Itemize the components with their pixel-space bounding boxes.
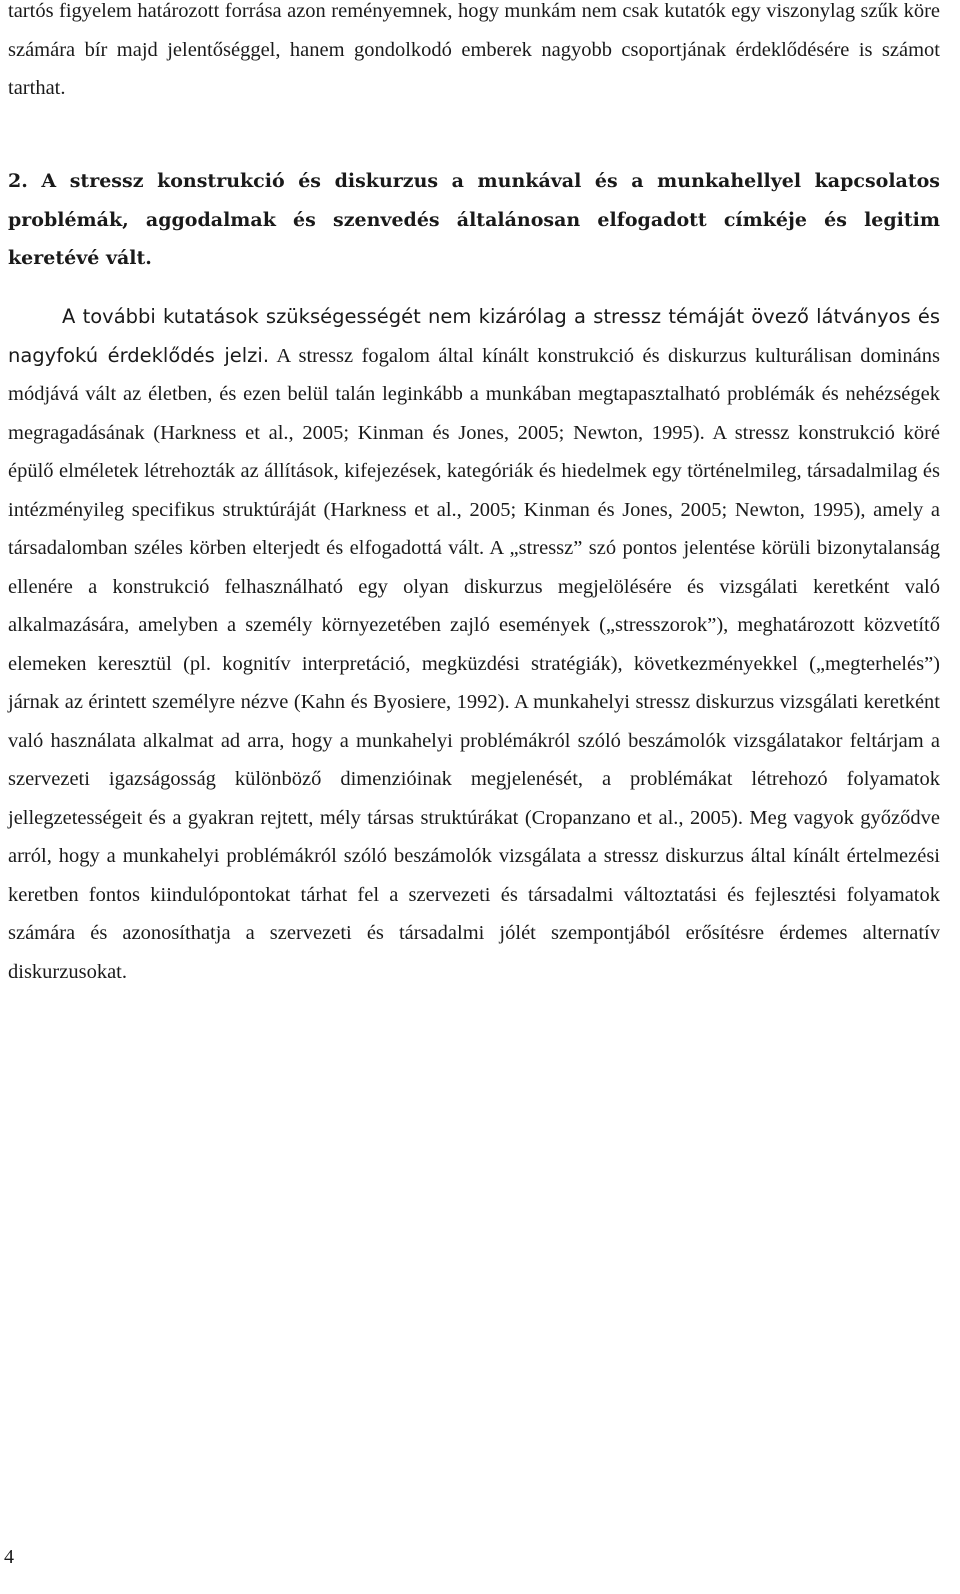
body-paragraph-sans-part: A további kutatások szükségességét nem kizárólag a stressz témáját övező látványos és nagyfokú érdeklődés jelzi. [8, 305, 940, 367]
section-heading: 2. A stressz konstrukció és diskurzus a munkával és a munkahellyel kapcsolatos problémák, aggodalmak és szenvedés általánosan elfogadott címkéje és legitim keretévé vált. [8, 170, 940, 269]
body-paragraph-serif-part: A stressz fogalom által kínált konstrukció és diskurzus kulturálisan domináns módjává vált az életben, és ezen belül talán leginkább a munkában megtapasztalható problémák és nehézségek megragadásának (Harkness et al., 2005; Kinman és Jones, 2005; Newton, 1995). A stressz konstrukció köré épülő elméletek létrehozták az állítások, kifejezések, kategóriák és hiedelmek egy történelmileg, társadalmilag és intézményileg specifikus struktúráját (Harkness et al., 2005; Kinman és Jones, 2005; Newton, 1995), amely a társadalomban széles körben elterjedt és elfogadottá vált. A „stressz” szó pontos jelentése körüli bizonytalanság ellenére a konstrukció felhasználható egy olyan diskurzus megjelölésére és vizsgálati keretként való alkalmazására, amelyben a személy környezetében zajló események („stresszorok”), meghatározott közvetítő elemeken keresztül (pl. kognitív interpretáció, megküzdési stratégiák), következményekkel („megterhelés”) járnak az érintett személyre nézve (Kahn és Byosiere, 1992). A munkahelyi stressz diskurzus vizsgálati keretként való használata alkalmat ad arra, hogy a munkahelyi problémákról szóló beszámolók vizsgálatakor feltárjam a szervezeti igazságosság különböző dimenzióinak megjelenését, a problémákat létrehozó folyamatok jellegzetességeit és a gyakran rejtett, mély társas struktúrákat (Cropanzano et al., 2005). Meg vagyok győződve arról, hogy a munkahelyi problémákról szóló beszámolók vizsgálata a stressz diskurzus által kínált értelmezési keretben fontos kiindulópontokat tárhat fel a szervezeti és társadalmi változtatási és fejlesztési folyamatok számára és azonosíthatja a szervezeti és társadalmi jólét szempontjából erősítésre érdemes alternatív diskurzusokat. [8, 344, 940, 983]
body-paragraph [8, 298, 940, 991]
page-number: 4 [4, 1546, 14, 1568]
intro-paragraph: tartós figyelem határozott forrása azon reményemnek, hogy munkám nem csak kutatók egy viszonylag szűk köre számára bír majd jelentőséggel, hanem gondolkodó emberek nagyobb csoportjának érdeklődésére is számot tarthat. [8, 0, 940, 99]
